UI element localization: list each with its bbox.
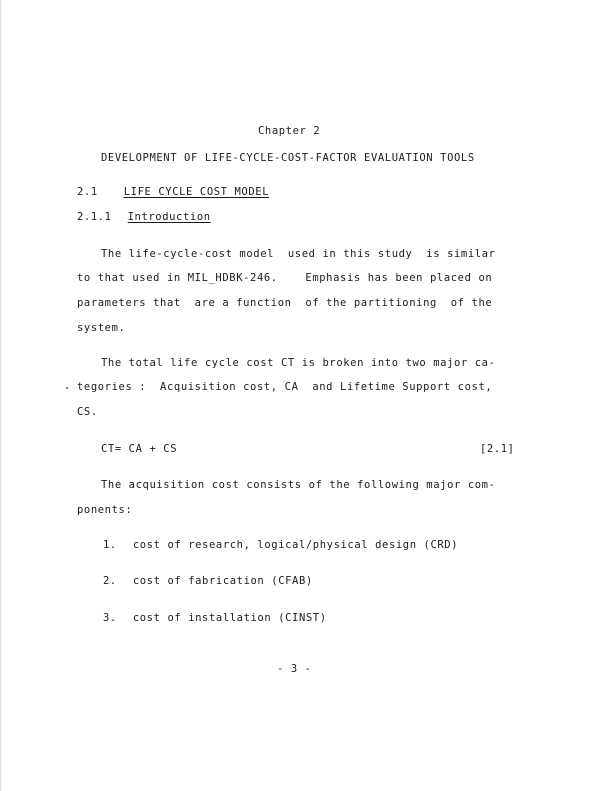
list-item: [103, 574, 313, 588]
paragraph1-line: The life-cycle-cost model used in this study is similar: [101, 248, 496, 260]
section-heading: [77, 185, 269, 199]
list-item-text: cost of research, logical/physical design (CRD): [132, 539, 459, 551]
list-item-number: 3.: [103, 612, 117, 624]
equation-text: CT= CA + CS: [101, 443, 178, 455]
section-title: LIFE CYCLE COST MODEL: [123, 186, 270, 198]
equation-number: [2.1]: [480, 443, 515, 455]
paragraph1-line: to that used in MIL_HDBK-246. Emphasis has been placed on: [77, 272, 493, 284]
paragraph3-line: ponents:: [77, 504, 133, 516]
list-item-number: 1.: [103, 539, 117, 551]
subsection-heading: [77, 210, 211, 224]
list-item: [103, 611, 327, 625]
paragraph2-line: CS.: [77, 406, 98, 418]
page-number: - 3 -: [277, 663, 312, 675]
paragraph2-line: tegories : Acquisition cost, CA and Lifetime Support cost,: [77, 381, 493, 393]
paragraph1-line: parameters that are a function of the partitioning of the: [77, 297, 493, 309]
chapter-title: DEVELOPMENT OF LIFE-CYCLE-COST-FACTOR EVALUATION TOOLS: [101, 152, 475, 164]
paragraph3-line: The acquisition cost consists of the following major com-: [101, 479, 496, 491]
scan-edge: [0, 0, 2, 791]
list-item-number: 2.: [103, 575, 117, 587]
paragraph1-line: system.: [77, 322, 126, 334]
paragraph2-line: The total life cycle cost CT is broken into two major ca-: [101, 357, 496, 369]
subsection-number: 2.1.1: [77, 211, 112, 223]
scan-speck: [66, 387, 68, 389]
list-item-text: cost of installation (CINST): [132, 612, 327, 624]
section-number: 2.1: [77, 186, 98, 198]
list-item-text: cost of fabrication (CFAB): [132, 575, 313, 587]
list-item: [103, 538, 458, 552]
subsection-title: Introduction: [127, 211, 211, 223]
chapter-label: Chapter 2: [258, 125, 321, 137]
